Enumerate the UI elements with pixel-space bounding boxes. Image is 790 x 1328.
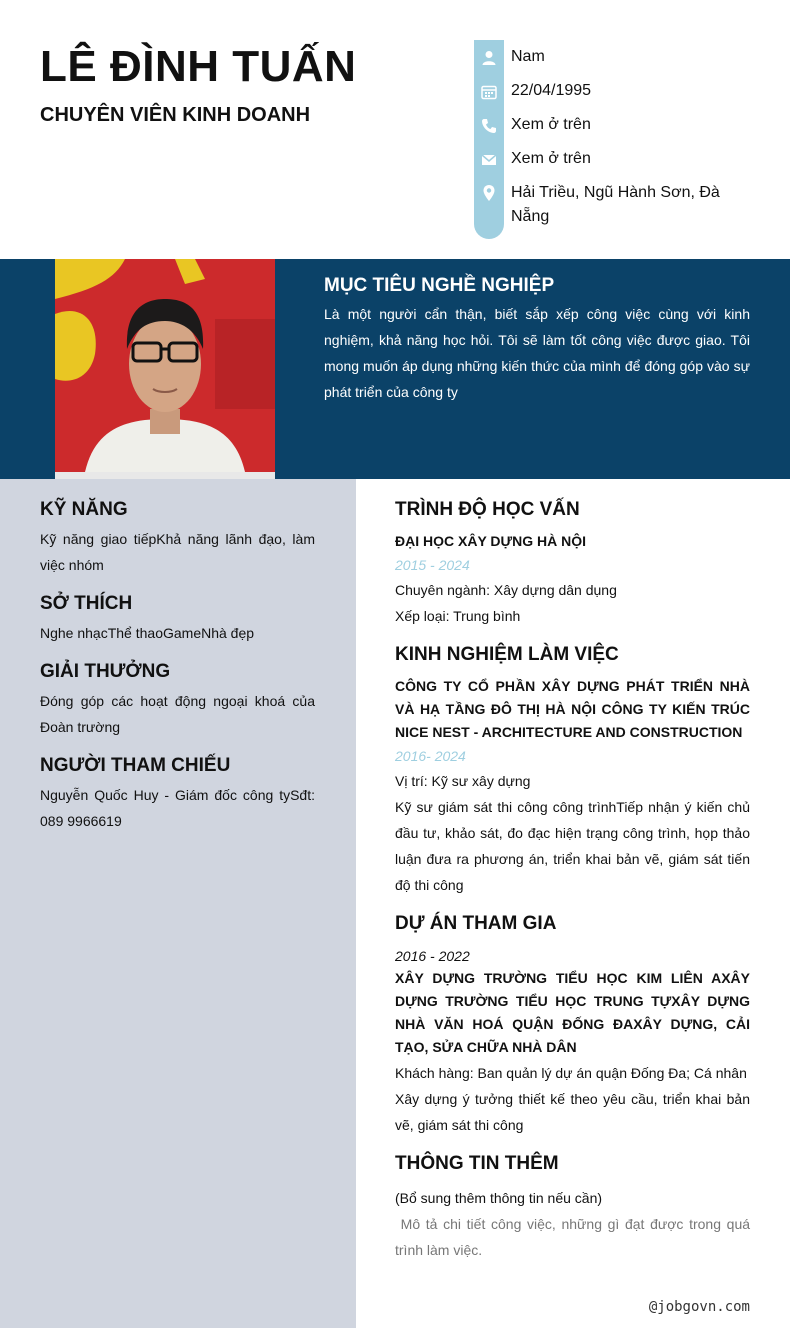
projects-name: XÂY DỰNG TRƯỜNG TIỂU HỌC KIM LIÊN AXÂY DỰNG TRƯỜNG TIỂU HỌC TRUNG TỰXÂY DỰNG NHÀ VĂN HOÁ QUẬN ĐỐNG ĐAXÂY DỰNG, CẢI TẠO, SỬA CHỮA NHÀ DÂN [395, 970, 750, 1055]
phone-icon [480, 117, 498, 135]
projects-title: DỰ ÁN THAM GIA [395, 913, 557, 934]
candidate-name: LÊ ĐÌNH TUẤN [40, 42, 357, 91]
address-text: Hải Triều, Ngũ Hành Sơn, Đà Nẵng [511, 184, 720, 225]
experience-title: KINH NGHIỆM LÀM VIỆC [395, 644, 619, 665]
objective-text: Là một người cẩn thận, biết sắp xếp công việc cùng với kinh nghiệm, khả năng học hỏi. Tôi sẽ làm tốt công việc được giao. Tôi mong muốn áp dụng những kiến thức của mình để đóng góp vào sự phát triển của công ty [324, 306, 750, 400]
education-title: TRÌNH ĐỘ HỌC VẤN [395, 499, 580, 520]
watermark: @jobgovn.com [648, 1299, 750, 1315]
objective-banner [0, 259, 790, 479]
gender-text: Nam [511, 48, 545, 65]
education-period: 2015 - 2024 [395, 557, 470, 573]
resume-header [0, 0, 790, 259]
person-icon [480, 49, 498, 67]
photo-bottom-strip [55, 472, 275, 479]
email-icon [480, 151, 498, 169]
calendar-icon [480, 83, 498, 101]
education-major: Chuyên ngành: Xây dựng dân dụng [395, 582, 617, 598]
experience-company: CÔNG TY CỔ PHẦN XÂY DỰNG PHÁT TRIỂN NHÀ VÀ HẠ TẦNG ĐÔ THỊ HÀ NỘI CÔNG TY KIẾN TRÚC NICE NEST - ARCHITECTURE AND CONSTRUCTION [395, 678, 750, 740]
additional-note: (Bổ sung thêm thông tin nếu cần) [395, 1190, 603, 1206]
experience-position: Vị trí: Kỹ sư xây dựng [395, 773, 531, 789]
education-school: ĐẠI HỌC XÂY DỰNG HÀ NỘI [395, 533, 587, 549]
phone-text: Xem ở trên [511, 116, 591, 133]
info-accent-bar [474, 40, 504, 239]
awards-title: GIẢI THƯỞNG [40, 661, 171, 682]
references-title: NGƯỜI THAM CHIẾU [40, 755, 231, 776]
education-grade: Xếp loại: Trung bình [395, 608, 521, 624]
hobbies-title: SỞ THÍCH [40, 593, 133, 614]
location-icon [480, 184, 498, 202]
birthday-text: 22/04/1995 [511, 82, 592, 99]
projects-description: Xây dựng ý tưởng thiết kế theo yêu cầu, triển khai bản vẽ, giám sát thi công [395, 1091, 750, 1133]
objective-title: MỤC TIÊU NGHỀ NGHIỆP [324, 275, 555, 296]
hobbies-text: Nghe nhạcThể thaoGameNhà đẹp [40, 625, 255, 641]
skills-title: KỸ NĂNG [40, 499, 128, 520]
email-text: Xem ở trên [511, 150, 591, 167]
skills-text: Kỹ năng giao tiếpKhả năng lãnh đạo, làm việc nhóm [40, 531, 315, 573]
experience-period: 2016- 2024 [395, 748, 466, 764]
additional-placeholder: Mô tả chi tiết công việc, những gì đạt được trong quá trình làm việc. [395, 1216, 754, 1258]
experience-description: Kỹ sư giám sát thi công công trìnhTiếp nhận ý kiến chủ đầu tư, khảo sát, đo đạc hiện trạng công trình, họp thảo luận đưa ra phương án, triển khai bản vẽ, giám sát tiến độ thi công [395, 799, 750, 893]
projects-period: 2016 - 2022 [395, 948, 470, 964]
references-text: Nguyễn Quốc Huy - Giám đốc công tySđt: 089 9966619 [40, 787, 315, 829]
additional-title: THÔNG TIN THÊM [395, 1153, 559, 1174]
awards-text: Đóng góp các hoạt động ngoại khoá của Đoàn trường [40, 693, 315, 735]
profile-photo [55, 259, 275, 472]
job-title: CHUYÊN VIÊN KINH DOANH [40, 104, 311, 126]
projects-client: Khách hàng: Ban quản lý dự án quận Đống Đa; Cá nhân [395, 1065, 747, 1081]
